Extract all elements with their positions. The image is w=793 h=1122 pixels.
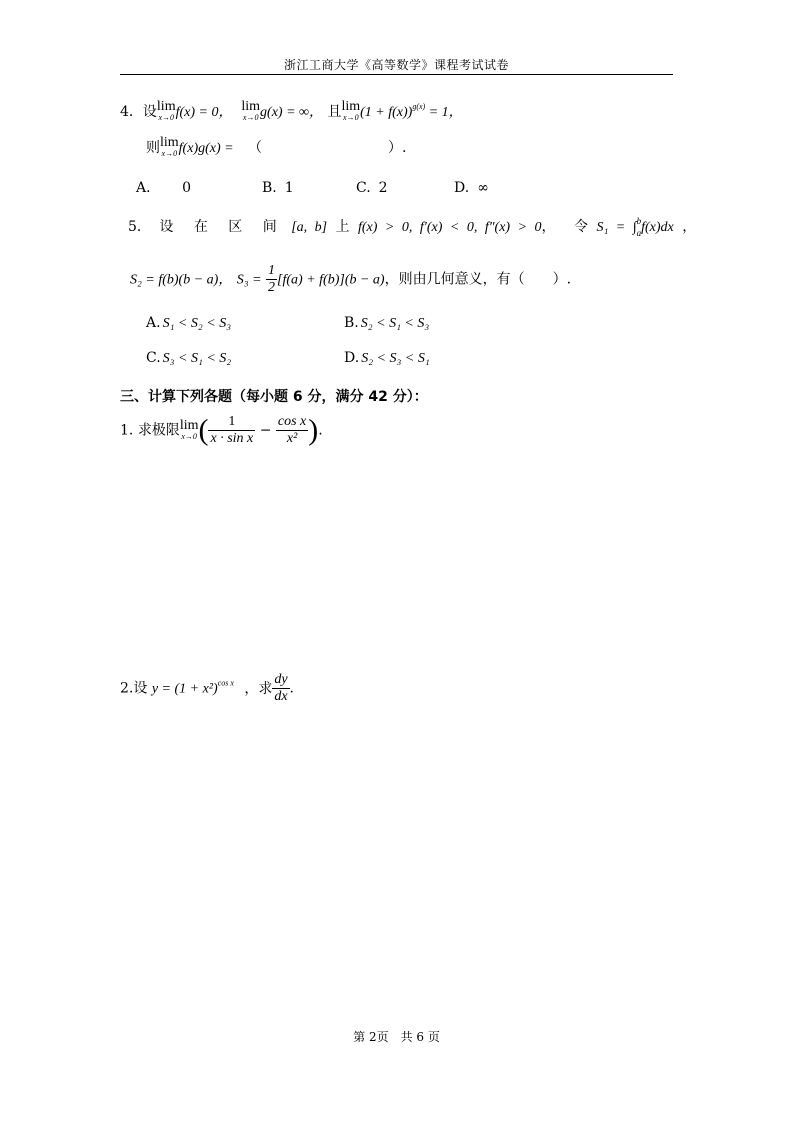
q5-s3-fraction: $\frac{1}{2}$	[268, 263, 276, 295]
calc-2-eq: y = (1 + x²)	[151, 681, 218, 697]
q5-ling: 令	[573, 219, 588, 235]
q4-option-c: C. 2	[356, 180, 388, 196]
q5-s1: S₁ = ∫	[596, 220, 637, 235]
calc-1-rparen: )	[308, 413, 319, 447]
q5-interval: [a, b]	[291, 220, 328, 235]
q4-line1	[120, 97, 463, 123]
calc-1-end: .	[318, 422, 323, 439]
calc-1-text: 求极限	[137, 422, 180, 439]
q5-tail: ，则由几何意义，有（ ）.	[384, 271, 572, 288]
q4-answer-blank: （ ）.	[248, 140, 407, 156]
q5-number: 5．	[128, 219, 151, 235]
calc-2-text: 设	[133, 680, 148, 697]
q5-comma: ，	[541, 219, 556, 235]
q4-eq3-end: = 1，	[425, 105, 463, 120]
q5-option-d: D. S₂ < S₃ < S₁	[344, 350, 430, 366]
q4-lim-4: lim x→0	[160, 135, 179, 158]
q4-eq2: g(x) = ∞，	[260, 105, 324, 120]
section-3-title: 三、计算下列各题（每小题 6 分，满分 42 分）：	[120, 389, 428, 405]
calc-2-sup: cos x	[217, 678, 234, 688]
q4-line2	[146, 137, 407, 159]
q5-intro: 设 在 区 间	[159, 219, 283, 235]
calc-1-fraction-2: $\frac{\text{cos x}}{\text{x²}}$	[277, 414, 307, 446]
q4-ze: 则	[146, 140, 160, 156]
calc-2-qiu: ，求	[244, 680, 273, 697]
q5-line2	[130, 263, 571, 296]
q4-lim-1: lim x→0	[156, 99, 176, 122]
page-header: 浙江工商大学《高等数学》课程考试试卷	[283, 58, 509, 72]
q5-s1-body: f(x)dx	[641, 220, 674, 235]
q4-option-a: A． 0	[136, 180, 192, 196]
q5-option-b: B. S₂ < S₁ < S₃	[344, 315, 430, 331]
q5-option-c: C. S₃ < S₁ < S₂	[146, 350, 232, 366]
q5-shang: 上	[335, 219, 350, 235]
q5-s1-bounds: b a	[636, 216, 642, 238]
q4-lim-3: lim x→0	[341, 99, 361, 122]
calc-2-derivative: $\frac{dy}{dx}$	[274, 672, 288, 704]
q5-comma-2: ，	[682, 219, 697, 235]
q4-eq1: f(x) = 0，	[175, 105, 233, 120]
q4-eq3-sup: g(x)	[412, 102, 426, 111]
q5-s3-body: [f(a) + f(b)](b − a)	[277, 272, 385, 288]
q5-line1	[128, 215, 696, 239]
q5-s2: S₂ = f(b)(b − a)，	[130, 272, 233, 288]
calc-1-fraction-1: $\frac{1}{\text{x · sin x}}$	[210, 414, 254, 446]
calc-1	[120, 414, 323, 447]
q4-number: 4．	[120, 104, 143, 120]
q4-eq4: f(x)g(x) =	[178, 141, 234, 156]
q5-condition: f(x) > 0, f′(x) < 0, f″(x) > 0	[358, 220, 542, 235]
q4-lim-2: lim x→0	[241, 99, 261, 122]
calc-1-number: 1.	[120, 422, 134, 439]
q5-s3: S₃ =	[236, 272, 262, 288]
q4-she: 设	[142, 104, 157, 120]
q4-option-d: D. ∞	[454, 180, 489, 196]
page-footer: 第 2页 共 6 页	[353, 1030, 440, 1044]
q4-eq3: (1 + f(x))	[360, 105, 413, 120]
calc-1-lim: lim x→0	[179, 417, 199, 441]
header-rule	[120, 74, 673, 75]
calc-1-lparen: (	[198, 413, 209, 447]
q4-option-b: B. 1	[262, 180, 294, 196]
calc-2-number: 2.	[120, 680, 134, 697]
q5-option-a: A. S₁ < S₂ < S₃	[146, 315, 232, 331]
calc-1-minus: −	[259, 422, 272, 439]
calc-2	[120, 672, 294, 705]
q4-qie: 且	[327, 104, 342, 120]
calc-2-end: .	[289, 680, 294, 697]
